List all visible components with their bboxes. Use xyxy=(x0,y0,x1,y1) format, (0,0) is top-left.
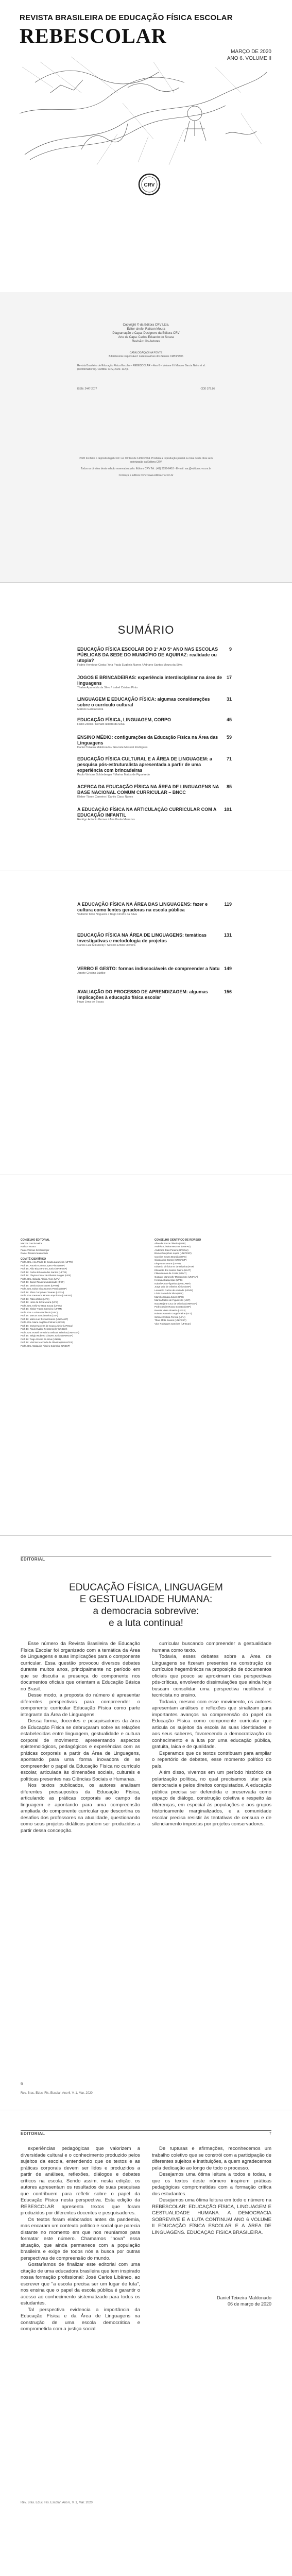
page-number: 7 xyxy=(269,2131,271,2136)
cover-volume: ANO 6. VOLUME II xyxy=(227,56,271,61)
masthead-line: Anderson Dias Pereira (UFSCar) xyxy=(154,1248,188,1251)
editorial-column-right xyxy=(152,1641,271,1828)
legal-deposit: 2020 Foi feito o depósito legal conf. Lei 10.994 de 14/12/2004. Proibida a reprodução parcial ou total desta obra sem autorização da Editora CRV. xyxy=(79,457,213,464)
masthead-line: Leonardo Carlos de Andrade (UFMS) xyxy=(154,1289,193,1292)
toc-entry-title: ENSINO MÉDIO: configurações da Educação Física na Área das Linguagens xyxy=(77,735,218,745)
credit-line: Editor-chefe: Railson Moura xyxy=(127,328,165,331)
crv-logo-text: CRV xyxy=(144,182,155,188)
masthead-line: Lúcia Rasteli da Silva (UEL) xyxy=(154,1292,184,1295)
editorial-paragraph: Esperamos que os textos contribuam para ampliar o repertório de debates, esse momento político do país. xyxy=(152,1750,271,1769)
masthead-line: Carolina Souza Brandão (UFS) xyxy=(154,1255,187,1258)
masthead-line: Sirlene Cristina Pereira (UFU) xyxy=(154,1315,185,1318)
masthead-line: Prof. Dr. Paulo Evaldo Fensterseifer (UNIJUÍ) xyxy=(21,1328,67,1330)
toc-entry-title: VERBO E GESTO: formas indissociáveis de compreender a Natu xyxy=(77,966,220,971)
toc-entry[interactable] xyxy=(77,647,232,668)
masthead-line: Profa. Dra. Luciana Venâncio (UFC) xyxy=(21,1311,58,1314)
toc-entry-title: LINGUAGEM E EDUCAÇÃO FÍSICA: algumas considerações sobre o currículo cultural xyxy=(77,697,210,707)
toc-entry-authors: Daniel Teixeira Maldonado / Graciele Massoli Rodrigues xyxy=(77,746,148,749)
masthead-line: Prof. Dr. Mário Luiz Ferrari Nunes (UNICAMP) xyxy=(21,1317,68,1320)
editorial-paragraph: Nos textos publicados, os autores analisam diferentes pressupostos da Educação Física, articulando as práticas corporais ao campo da linguagem e apontando para uma compreensão ampliada do componente curricular que descortina os desafios dos professores na atualidade, questionando como seus projetos didáticos podem ser produzidos a partir dessa concepção. xyxy=(21,1783,140,1834)
masthead-line: Prof. Dr. Tiago Onofre da Silva (UNEB) xyxy=(21,1337,61,1341)
masthead-line: Profa. Dra. Kelly Cristina Sousa (UFSC) xyxy=(21,1304,62,1307)
toc-entry[interactable] xyxy=(77,697,232,712)
masthead-line: Pedro Xavier Russo Bonetto (USP) xyxy=(154,1306,191,1308)
masthead-line: Prof. Dr. Elton Gonçalves Tavares (UFRN) xyxy=(21,1291,64,1294)
toc-entry-page: 45 xyxy=(226,717,232,722)
masthead-line: Prof. Dr. Sérgio Roberto Chaves Junior (UNIFESP) xyxy=(21,1334,73,1337)
editorial-rule xyxy=(21,1556,271,1561)
signature-name: Daniel Teixeira Maldonado xyxy=(217,2295,271,2300)
cover-page xyxy=(0,0,292,292)
toc-entry-title: EDUCAÇÃO FÍSICA NA ÁREA DE LINGUAGENS: temáticas investigativas e metodologia de projetos xyxy=(77,933,207,943)
masthead-line: Prof. Dr. Denis Edson Nunes (UFMT) xyxy=(21,1284,59,1287)
issn: ISSN: 2447-2077 xyxy=(77,387,97,391)
masthead-line: Eduardo Vinícius M. de Oliveira (IFSP) xyxy=(154,1265,195,1268)
masthead-line: Marina Matos de Figueiredo (USP) xyxy=(154,1299,191,1301)
masthead-line: Paulo Vinícius Schönberger xyxy=(21,1248,49,1251)
editorial-paragraph: Além disso, vivemos em um período histórico de polarização política, no qual precisamos lutar pela democracia e pelos direitos conquistados. A educação pública precisa ser defendida e preservada como espaço de diálogo, construção coletiva e respeito às diferenças, em especial às populações e aos grupos historicamente marginalizados, e a comunidade escolar precisa resistir às tentativas de censura e de silenciamento impostas por projetos conservadores. xyxy=(152,1770,271,1827)
editorial-paragraph: Desejamos uma ótima leitura a todos e todas, e que os textos deste número inspirem práticas pedagógicas comprometidas com a formação crítica dos estudantes. xyxy=(152,2172,271,2197)
editorial-continued-page xyxy=(0,2110,292,2522)
toc-entry-authors: Marcos Garcia Neira xyxy=(77,708,104,711)
catalog-heading: CATALOGAÇÃO NA FONTE xyxy=(129,351,163,354)
editorial-title-line: a democracia sobrevive: xyxy=(93,1606,199,1617)
toc-entry-authors: Kleber Tüxen Carneiro / Danilo Ciaco Nunes xyxy=(77,795,133,799)
masthead-line: Isabel Porto Filgueiras (UNICAMP) xyxy=(154,1282,191,1285)
summary-title: SUMÁRIO xyxy=(117,623,175,636)
toc-entry[interactable] xyxy=(77,735,232,750)
toc-entry[interactable] xyxy=(77,933,232,948)
toc-entry[interactable] xyxy=(77,966,232,976)
toc-entry[interactable] xyxy=(77,756,232,777)
masthead-line: Profa. Dra. Ana Paula de Souza Laranjeira (UFPE) xyxy=(21,1261,73,1263)
masthead-line: Profa. Dra. Fernanda Moreto Impolcetto (UNESP) xyxy=(21,1294,72,1297)
masthead-line: Marcos Garcia Neira xyxy=(21,1242,42,1245)
editorial-column-left xyxy=(21,2146,140,2333)
toc-entry-authors: Vadlemir Kron Nogueira / Tiago Onofre da Silva xyxy=(77,913,137,916)
footer-citation: Rev. Bras. Educ. Fís. Escolar, Ano 6, V. 1, Mar. 2020 xyxy=(21,2501,93,2504)
cdd: CDD 372.86 xyxy=(200,387,215,391)
toc-entry-page: 71 xyxy=(226,756,232,761)
masthead-line: Helena Albuquerque (UFG) xyxy=(154,1279,183,1281)
masthead-heading: CONSELHO EDITORIAL xyxy=(21,1239,50,1242)
publisher-info: Todos os direitos desta edição reservados pela: Editora CRV Tel.: (41) 3039-6418 - E-mail: sac@editoracrv.com.br xyxy=(80,467,212,470)
toc-entry-page: 17 xyxy=(226,675,232,680)
editorial-paragraph: Dessa forma, docentes e pesquisadores da área de Educação Física se debruçaram sobre as relações estabelecidas entre linguagem, gestualidade e cultura corporal de movimento, apresentando aspectos epistemológicos, pedagógicos e experiências com as práticas corporais a partir da Área de Linguagens, apontando para uma forma inovadora de se compreender o papel da Educação Física no currículo escolar, articulada às dimensões sociais, culturais e políticas presentes nas Ciências Sociais e Humanas. xyxy=(21,1718,140,1782)
toc-entry-title: EDUCAÇÃO FÍSICA, LINGUAGEM, CORPO xyxy=(77,717,171,722)
masthead-line: Jorge Luiz de Oliveira Júnior (USP) xyxy=(154,1285,191,1288)
toc-entry[interactable] xyxy=(77,902,232,917)
masthead-line: Andréia Cristina Metzner (UNIFAE) xyxy=(154,1245,191,1248)
editorial-paragraph: Tal perspectiva evidencia a importância da Educação Física e da Área de Linguagens na construção de uma escola democrática e comprometida com a justiça social. xyxy=(21,2307,140,2332)
editorial-paragraph: Todavia, mesmo com esse movimento, os autores apresentam análises e reflexões que sinalizam para importantes avanços na compreensão do papel da Educação Física como componente curricular que articula os sujeitos da escola às suas identidades e aos seus saberes, favorecendo a democratização do conhecimento e a luta por uma educação pública, gratuita, laica e de qualidade. xyxy=(152,1699,271,1750)
editorial-paragraph: Gostaríamos de finalizar este editorial com uma citação de uma educadora brasileira que tem inspirado nossa formação profissional: José Carlos Libâneo, ao escrever que "a escola precisa ser um lugar de luta", nos ensina que o papel da escola pública é garantir o acesso ao conhecimento sistematizado para todos os estudantes. xyxy=(21,2262,140,2306)
toc-entry-title: A EDUCAÇÃO FÍSICA NA ARTICULAÇÃO CURRICULAR COM A EDUCAÇÃO INFANTIL xyxy=(77,807,216,818)
masthead-line: Daniel Teixeira Maldonado xyxy=(21,1252,48,1255)
masthead-line: Elisabete dos Santos Freire (USJT) xyxy=(154,1268,191,1272)
toc-entry[interactable] xyxy=(77,675,232,690)
editorial-label: EDITORIAL xyxy=(21,2131,45,2136)
masthead-line: Prof. Dr. Clayton Cesar de Oliveira Borges (UPE) xyxy=(21,1274,72,1277)
masthead-line: Bruno Gonçalves Lopes (UNIFESP) xyxy=(154,1252,192,1255)
masthead-line: Aline de Souza Oliveira (USP) xyxy=(154,1242,186,1245)
masthead-line: Profa. Dra. Edna Silva Gomes Pereira (USP) xyxy=(21,1287,67,1290)
toc-entry[interactable] xyxy=(77,784,232,800)
masthead-line: Prof. Dr. Carlos Eduardo dos Santos (UFTM) xyxy=(21,1270,67,1274)
toc-entry-page: 131 xyxy=(224,933,232,938)
toc-entry-page: 9 xyxy=(229,647,232,652)
masthead-line: Prof. Dr. Antonio Carlos Lopes Pinto (USP) xyxy=(21,1264,65,1267)
credit-line: Diagramação e Capa: Designers da Editora CRV xyxy=(112,332,180,335)
toc-entry-page: 31 xyxy=(226,697,232,702)
journal-full-title: REVISTA BRASILEIRA DE EDUCAÇÃO FÍSICA ESCOLAR xyxy=(20,13,233,22)
journal-title: REBESCOLAR xyxy=(20,24,167,47)
editorial-title-line: EDUCAÇÃO FÍSICA, LINGUAGEM xyxy=(69,1582,223,1593)
masthead-line: Railson Moura xyxy=(21,1245,36,1248)
editorial-title-line: E GESTUALIDADE HUMANA: xyxy=(79,1594,213,1605)
editorial-paragraph: Desse modo, a proposta do número é apresentar diferentes perspectivas para compreender o componente curricular Educação Física como parte integrante da Área de Linguagens. xyxy=(21,1692,140,1718)
toc-entry[interactable] xyxy=(77,807,232,822)
editorial-column-left xyxy=(21,1641,140,1834)
editorial-paragraph: curricular buscando compreender a gestualidade humana como texto. xyxy=(152,1641,271,1653)
toc-entry-page: 59 xyxy=(226,735,232,740)
masthead-line: Prof. Dr. Marcos Garcia Neira (USP) xyxy=(21,1314,58,1317)
editorial-paragraph: Desejamos uma ótima leitura em todo o número na REBESCOLAR: EDUCAÇÃO FÍSICA, LINGUAGEM E GESTUALIDADE HUMANA: A DEMOCRACIA SOBREVIVE E A LUTA CONTINUA! ANO 6 VOLUME II EDUCAÇÃO FÍSICA ESCOLAR E A ÁREA DE LINGUAGENS. EDUCAÇÃO FÍSICA BRASILEIRA. xyxy=(152,2197,271,2235)
toc-entry-title: A EDUCAÇÃO FÍSICA NA ÁREA DAS LINGUAGENS: fazer e cultura como lentes geradoras na escola pública xyxy=(77,902,208,912)
masthead-line: Prof. Dr. Fábio Zoboli (UFS) xyxy=(21,1297,49,1300)
cover-date: MARÇO DE 2020 xyxy=(231,49,271,55)
masthead-line: Prof. Dr. Vinícius Machado de Oliveira (UNIVATES) xyxy=(21,1341,74,1344)
masthead-line: Prof. Dr. Kleber Tüxen Carneiro (UFTM) xyxy=(21,1308,62,1310)
masthead-heading: CONSELHO CIENTÍFICO DE REVISÃO xyxy=(154,1239,201,1242)
masthead-line: Renata Vieira Almeida (UFRJ) xyxy=(154,1309,186,1312)
catalog-librarian: Bibliotecária responsável: Luzenira Alves dos Santos CRB9/1506 xyxy=(109,355,183,358)
catalog-page xyxy=(0,292,292,582)
masthead-line: Cássia dos Santos (UNICAMP) xyxy=(154,1259,187,1261)
editorial-label: EDITORIAL xyxy=(21,1557,45,1562)
masthead-line: Nara Rejane Cruz de Oliveira (UNIFESP) xyxy=(154,1302,197,1305)
blank-area xyxy=(0,2522,292,2576)
masthead-line: Gustavo Maneschy Montenegro (UNIFAP) xyxy=(154,1275,198,1278)
editorial-paragraph: experiências pedagógicas que valorizem a diversidade cultural e o conhecimento produzido pelos sujeitos da escola, entendendo que os textos e as práticas corporais devem ser lidos e produzidos a partir de análises, reflexões, diálogos e debates críticos na escola. Sendo assim, nesta edição, os autores apresentam os resultados de suas pesquisas que contribuem para refletir sobre o papel da Educação Física nesta perspectiva. Esta edição da REBESCOLAR apresenta textos que foram produzidos por diferentes docentes e pesquisadores. xyxy=(21,2146,140,2216)
catalog-record: Revista Brasileira de Educação Física Escolar – REBESCOLAR – Ano 6 – Volume II / Marcos Garcia Neira et al. (coordenadores). Curitiba: CRV, 2020. 112 p. xyxy=(77,364,205,371)
masthead-line: Diego Luz Moura (UFRB) xyxy=(154,1262,181,1265)
editorial-page xyxy=(0,1535,292,2110)
editorial-paragraph: Todavia, esses debates sobre a Área de Linguagens se fizeram presentes na construção de currículos hegemônicos na proposição de documentos oficiais que pouco se aproximam das perspectivas pós-críticas, envolvendo dissimulações que ainda hoje buscam consolidar uma perspectiva neoliberal e tecnicista no ensino. xyxy=(152,1654,271,1698)
toc-entry-title: AVALIAÇÃO DO PROCESSO DE APRENDIZAGEM: algumas implicações à educação física escolar xyxy=(77,989,208,1000)
toc-entry-authors: Hugo Lima de Souza xyxy=(77,1001,104,1004)
masthead-line: Flávio Nunes da Costa (UFMT) xyxy=(154,1272,187,1275)
editorial-title-line: e a luta continua! xyxy=(109,1618,183,1629)
toc-entry[interactable] xyxy=(77,717,232,727)
toc-entry[interactable] xyxy=(77,989,232,1005)
toc-entry-authors: Thaíse Aparecida da Silva / Isabel Cristina Pinto xyxy=(77,686,138,689)
masthead-line: Prof. Dr. Daniel Teixeira Maldonado (IFSP) xyxy=(21,1281,64,1283)
masthead-right xyxy=(154,1236,273,1326)
editorial-rule xyxy=(21,2130,271,2136)
editorial-paragraph: Esse número da Revista Brasileira de Educação Física Escolar foi organizado com a temática da Área de Linguagens e suas implicações para o componente curricular. Essa questão provocou diversos debates durante muitos anos, principalmente no período em que se discutia a presença do componente nos documentos oficiais que orientam a Educação Básica no Brasil. xyxy=(21,1641,140,1692)
editorial-paragraph: Os textos foram elaborados antes da pandemia, mas encaram um contexto político e social que parecia distante no momento em que nos reuníamos para formatar este número. Chamamos "nova" essa situação, que ainda permanece com a população brasileira e exige de todos nós a busca por outras perspectivas de compreensão do mundo. xyxy=(21,2216,140,2261)
toc-entry-page: 156 xyxy=(224,989,232,994)
toc-entry-title: ACERCA DA EDUCAÇÃO FÍSICA NA ÁREA DE LINGUAGENS NA BASE NACIONAL COMUM CURRICULAR – BNCC xyxy=(77,784,219,795)
toc-entry-title: EDUCAÇÃO FÍSICA ESCOLAR DO 1º AO 5º ANO NAS ESCOLAS PÚBLICAS DA SEDE DO MUNICÍPIO DE AQUIRAZ: realidade ou utopia? xyxy=(77,647,218,663)
editorial-column-right xyxy=(152,2146,271,2236)
toc-entry-authors: Janete Cristina Lüdtke xyxy=(77,972,106,975)
masthead-line: Profa. Dra. Walquiria Ribeiro Sobrinho (UNESP) xyxy=(21,1344,71,1347)
publisher-site: Conheça a Editora CRV: www.editoracrv.com.br xyxy=(118,474,174,477)
masthead-line: Marcílio Souza Júnior (UPE) xyxy=(154,1295,184,1298)
masthead-line: Prof. Dr. Osmar Moreira de Souza Júnior (UFSCar) xyxy=(21,1324,74,1327)
masthead-line: Thaís Mota Soares (UNIFESP) xyxy=(154,1319,186,1321)
signature-date: 06 de março de 2020 xyxy=(227,2301,271,2307)
page-number: 6 xyxy=(21,2081,23,2086)
toc-entry-authors: Carlos Luiz Mikulecky / Saviolo Emílio Oliveira xyxy=(77,944,135,947)
toc-entry-page: 119 xyxy=(224,902,232,907)
masthead-heading: COMITÊ CIENTÍFICO xyxy=(21,1257,46,1261)
masthead-line: Prof. Dr. Helio da Silva Moura (UFS) xyxy=(21,1301,58,1303)
editorial-signature xyxy=(152,2295,271,2307)
toc-entry-page: 149 xyxy=(224,966,232,971)
masthead-line: Prof. Dr. Aldo Bizzo Fortes Junior (UNIFESP) xyxy=(21,1267,67,1270)
toc-entry-authors: Paulo Vinícius Schönberger / Marina Matos de Figueiredo xyxy=(77,773,150,776)
cover-illustration xyxy=(20,52,272,170)
toc-entry-page: 85 xyxy=(226,784,232,789)
editorial-paragraph: De rupturas e afirmações, reconhecemos um trabalho coletivo que se constrói com a participação de diferentes sujeitos e instituições, a quem agradecemos pela dedicação ao longo de todo o processo. xyxy=(152,2146,271,2171)
masthead-page xyxy=(0,1175,292,1535)
toc-entry-authors: Fábio Zoboli / Renato Izidoro da Silva xyxy=(77,723,125,726)
copyright-line: Copyright © da Editora CRV Ltda. xyxy=(123,324,169,327)
masthead-line: Rubens Antonio Gurgel Vieira (UFT) xyxy=(154,1312,192,1315)
masthead-line: Profa. Dra. Maria Angélica Pinheiro (UFSJ) xyxy=(21,1321,65,1324)
toc-entry-page: 101 xyxy=(224,807,232,812)
toc-entry-title: JOGOS E BRINCADEIRAS: experiência interdisciplinar na área de linguagens xyxy=(77,675,222,686)
masthead-line: Profa. Dra. Roseli Terezinha Selicani Teixeira (UNIFESP) xyxy=(21,1331,79,1334)
footer-citation: Rev. Bras. Educ. Fís. Escolar, Ano 6, V. 1, Mar. 2020 xyxy=(21,2092,93,2095)
masthead-line: Profa. Dra. Cláudia Aleixo Alves (UFV) xyxy=(21,1277,60,1280)
masthead-left xyxy=(21,1236,139,1348)
credit-line: Arte da Capa: Carlos Eduardo de Souza xyxy=(118,336,174,339)
credit-line: Revisão: Os Autores xyxy=(132,340,160,343)
toc-entry-authors: Rodrigo Antonio Gomes / Ana Paula Menezes xyxy=(77,818,135,821)
summary-page xyxy=(0,582,292,1175)
toc-entry-authors: Fadrio Henrique Costa / Ana Paula Eugênia Nunes / Adriano Santos Moura da Silva xyxy=(77,664,183,667)
masthead-line: Vitor Rodrigues Sanches (UFSCar) xyxy=(154,1322,191,1325)
toc-entry-title: EDUCAÇÃO FÍSICA CULTURAL E A ÁREA DE LINGUAGEM: a pesquisa pós-estruturalista apresentada a partir de uma experiência com brincadeiras xyxy=(77,756,212,773)
